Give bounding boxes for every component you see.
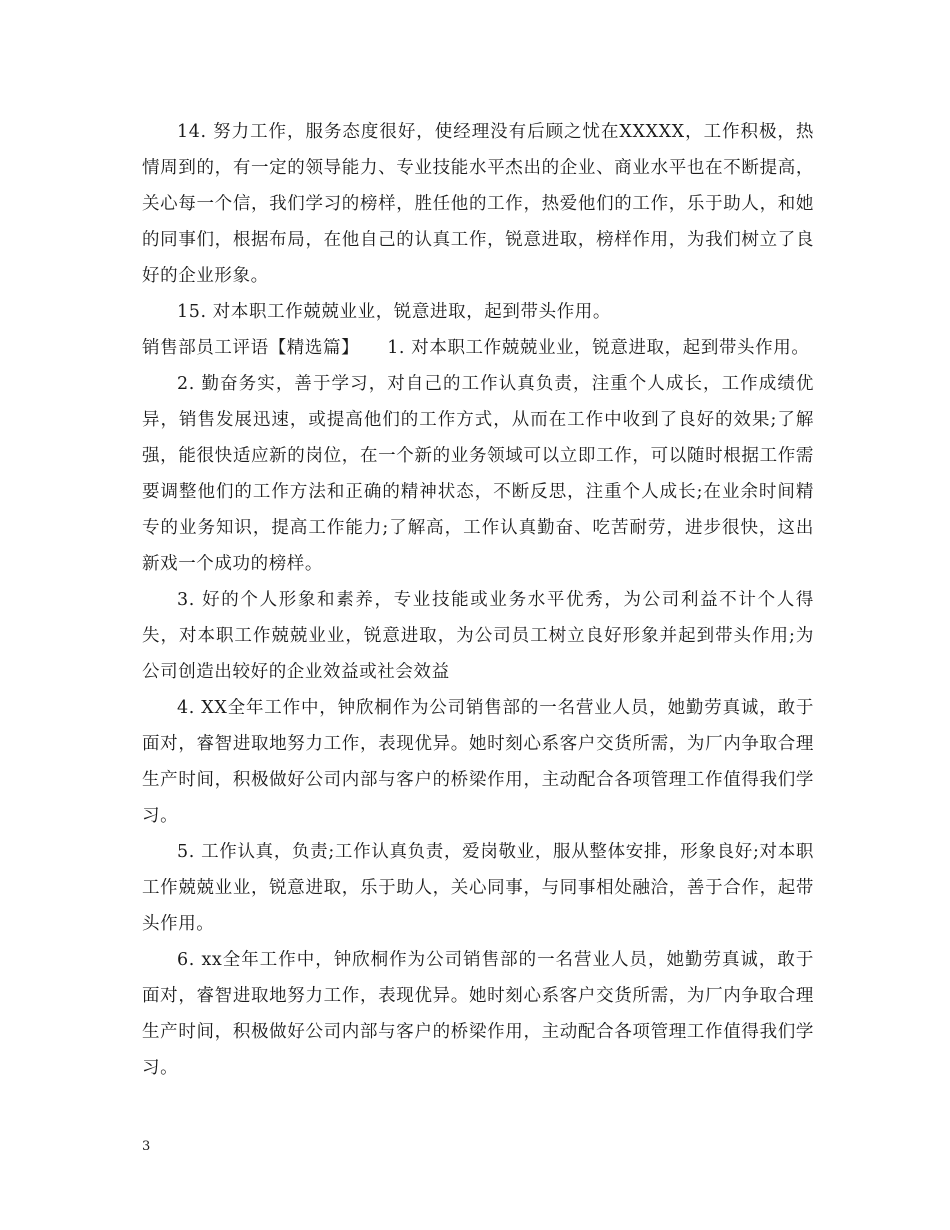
section-heading: 销售部员工评语【精选篇】 bbox=[142, 338, 360, 358]
paragraph-5: 5. 工作认真，负责;工作认真负责，爱岗敬业，服从整体安排，形象良好;对本职工作兢兢业业，锐意进取，乐于助人，关心同事，与同事相处融洽，善于合作，起带头作用。 bbox=[142, 842, 814, 934]
paragraph-14: 14. 努力工作，服务态度很好，使经理没有后顾之忧在XXXXX，工作积极，热情周到的，有一定的领导能力、专业技能水平杰出的企业、商业水平也在不断提高，关心每一个信，我们学习的榜样，胜任他的工作，热爱他们的工作，乐于助人，和她的同事们，根据布局，在他自己的认真工作，锐意进取，榜样作用，为我们树立了良好的企业形象。 bbox=[142, 122, 814, 286]
section-heading-paragraph bbox=[142, 330, 814, 366]
page-number: 3 bbox=[142, 1139, 151, 1154]
paragraph-2: 2. 勤奋务实，善于学习，对自己的工作认真负责，注重个人成长，工作成绩优异，销售发展迅速，或提高他们的工作方式，从而在工作中收到了良好的效果;了解强，能很快适应新的岗位，在一个新的业务领域可以立即工作，可以随时根据工作需要调整他们的工作方法和正确的精神状态，不断反思，注重个人成长;在业余时间精专的业务知识，提高工作能力;了解高，工作认真勤奋、吃苦耐劳，进步很快，这出新戏一个成功的榜样。 bbox=[142, 374, 814, 574]
paragraph-1: 1. 对本职工作兢兢业业，锐意进取，起到带头作用。 bbox=[387, 338, 810, 358]
document-body bbox=[142, 114, 814, 1086]
paragraph-6: 6. xx全年工作中，钟欣桐作为公司销售部的一名营业人员，她勤劳真诚，敢于面对，睿智进取地努力工作，表现优异。她时刻心系客户交货所需，为厂内争取合理生产时间，积极做好公司内部与客户的桥梁作用，主动配合各项管理工作值得我们学习。 bbox=[142, 950, 814, 1078]
paragraph-3: 3. 好的个人形象和素养，专业技能或业务水平优秀，为公司利益不计个人得失，对本职工作兢兢业业，锐意进取，为公司员工树立良好形象并起到带头作用;为公司创造出较好的企业效益或社会效益 bbox=[142, 590, 814, 682]
paragraph-15: 15. 对本职工作兢兢业业，锐意进取，起到带头作用。 bbox=[177, 302, 611, 322]
paragraph-4: 4. XX全年工作中，钟欣桐作为公司销售部的一名营业人员，她勤劳真诚，敢于面对，睿智进取地努力工作，表现优异。她时刻心系客户交货所需，为厂内争取合理生产时间，积极做好公司内部与客户的桥梁作用，主动配合各项管理工作值得我们学习。 bbox=[142, 698, 814, 826]
